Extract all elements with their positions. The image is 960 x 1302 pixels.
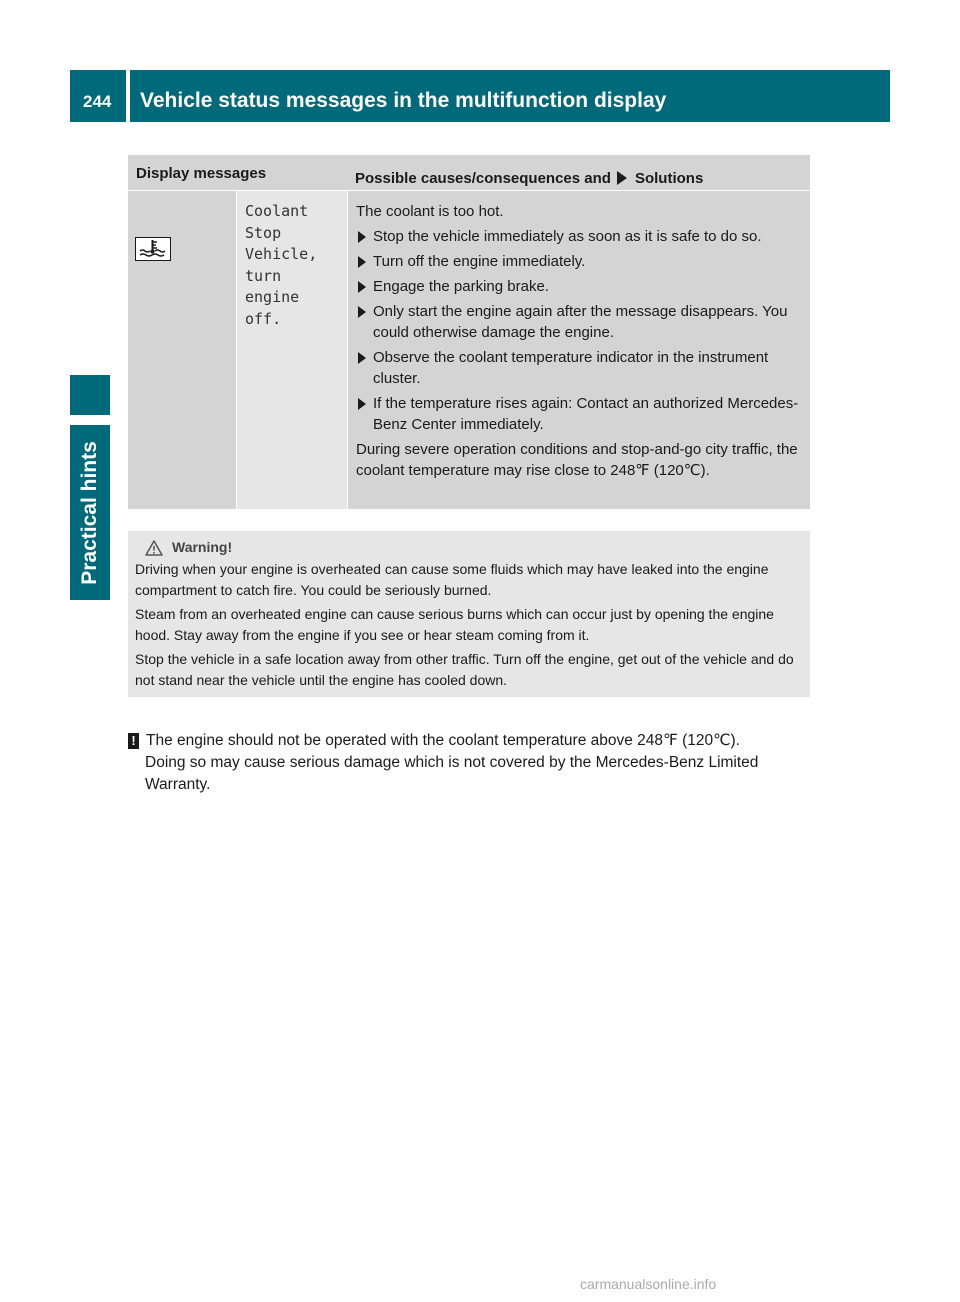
solution-step xyxy=(356,347,802,389)
notice-line: The engine should not be operated with the coolant temperature above 248℉ (120℃). xyxy=(146,732,740,749)
arrow-right-icon xyxy=(358,281,366,293)
header-causes-solutions xyxy=(347,155,810,190)
warning-triangle-icon xyxy=(145,540,163,556)
warning-box xyxy=(128,531,810,697)
solution-step xyxy=(356,276,802,297)
table-row xyxy=(128,191,810,509)
message-line: Stop xyxy=(245,223,282,242)
step-text: If the temperature rises again: Contact an authorized Mercedes-Benz Center immediately. xyxy=(373,395,799,433)
message-line: engine xyxy=(245,288,300,306)
arrow-right-icon xyxy=(358,352,366,364)
notice-first-line xyxy=(128,730,810,752)
temperature-note: During severe operation conditions and stop-and-go city traffic, the coolant temperature may rise close to 248℉ (120℃). xyxy=(356,441,798,479)
solution-step xyxy=(356,393,802,435)
side-tab-label-wrap xyxy=(70,425,110,600)
coolant-temperature-icon xyxy=(135,237,171,261)
icon-cell xyxy=(128,191,236,509)
header-display-messages: Display messages xyxy=(136,165,267,182)
message-line: off. xyxy=(245,309,282,328)
step-text: Turn off the engine immediately. xyxy=(373,253,586,270)
message-line: turn xyxy=(245,266,282,285)
arrow-right-icon xyxy=(617,171,627,185)
notice xyxy=(128,730,810,796)
arrow-right-icon xyxy=(358,398,366,410)
watermark: carmanualsonline.info xyxy=(580,1276,717,1292)
step-text: Only start the engine again after the message disappears. You could otherwise damage the engine. xyxy=(373,303,788,341)
page-title: Vehicle status messages in the multifunction display xyxy=(130,70,890,122)
solution-step xyxy=(356,251,802,272)
header-causes: Possible causes/consequences and xyxy=(355,169,611,187)
page-number: 244 xyxy=(70,70,126,122)
message-cell xyxy=(237,191,347,509)
solutions-cell xyxy=(348,191,810,509)
cause-text: The coolant is too hot. xyxy=(356,203,504,220)
message-line: Vehicle, xyxy=(245,245,318,263)
notice-line: Doing so may cause serious damage which is not covered by the Mercedes-Benz Limited Warranty. xyxy=(145,754,759,793)
warning-header xyxy=(145,537,803,558)
status-message-table xyxy=(128,155,810,509)
table-header xyxy=(128,155,810,191)
message-line: Coolant xyxy=(245,202,309,220)
warning-paragraph: Stop the vehicle in a safe location away from other traffic. Turn off the engine, get out of the vehicle and do not stand near the vehicle until the engine has cooled down. xyxy=(135,651,794,688)
warning-title: Warning! xyxy=(172,539,233,555)
warning-paragraph: Driving when your engine is overheated can cause some fluids which may have leaked into the engine compartment to catch fire. You could be seriously burned. xyxy=(135,561,769,598)
arrow-right-icon xyxy=(358,256,366,268)
exclamation-icon: ! xyxy=(128,733,139,749)
side-tab-label: Practical hints xyxy=(78,440,101,585)
warning-paragraph: Steam from an overheated engine can cause serious burns which can occur just by opening the engine hood. Stay away from the engine if you see or hear steam coming from it. xyxy=(135,606,774,643)
step-text: Engage the parking brake. xyxy=(373,278,549,295)
step-text: Observe the coolant temperature indicator in the instrument cluster. xyxy=(373,349,769,387)
side-tab-marker xyxy=(70,375,110,415)
solution-step xyxy=(356,301,802,343)
step-text: Stop the vehicle immediately as soon as it is safe to do so. xyxy=(373,228,762,245)
arrow-right-icon xyxy=(358,231,366,243)
arrow-right-icon xyxy=(358,306,366,318)
solution-step xyxy=(356,226,802,247)
header-solutions: Solutions xyxy=(634,169,704,187)
